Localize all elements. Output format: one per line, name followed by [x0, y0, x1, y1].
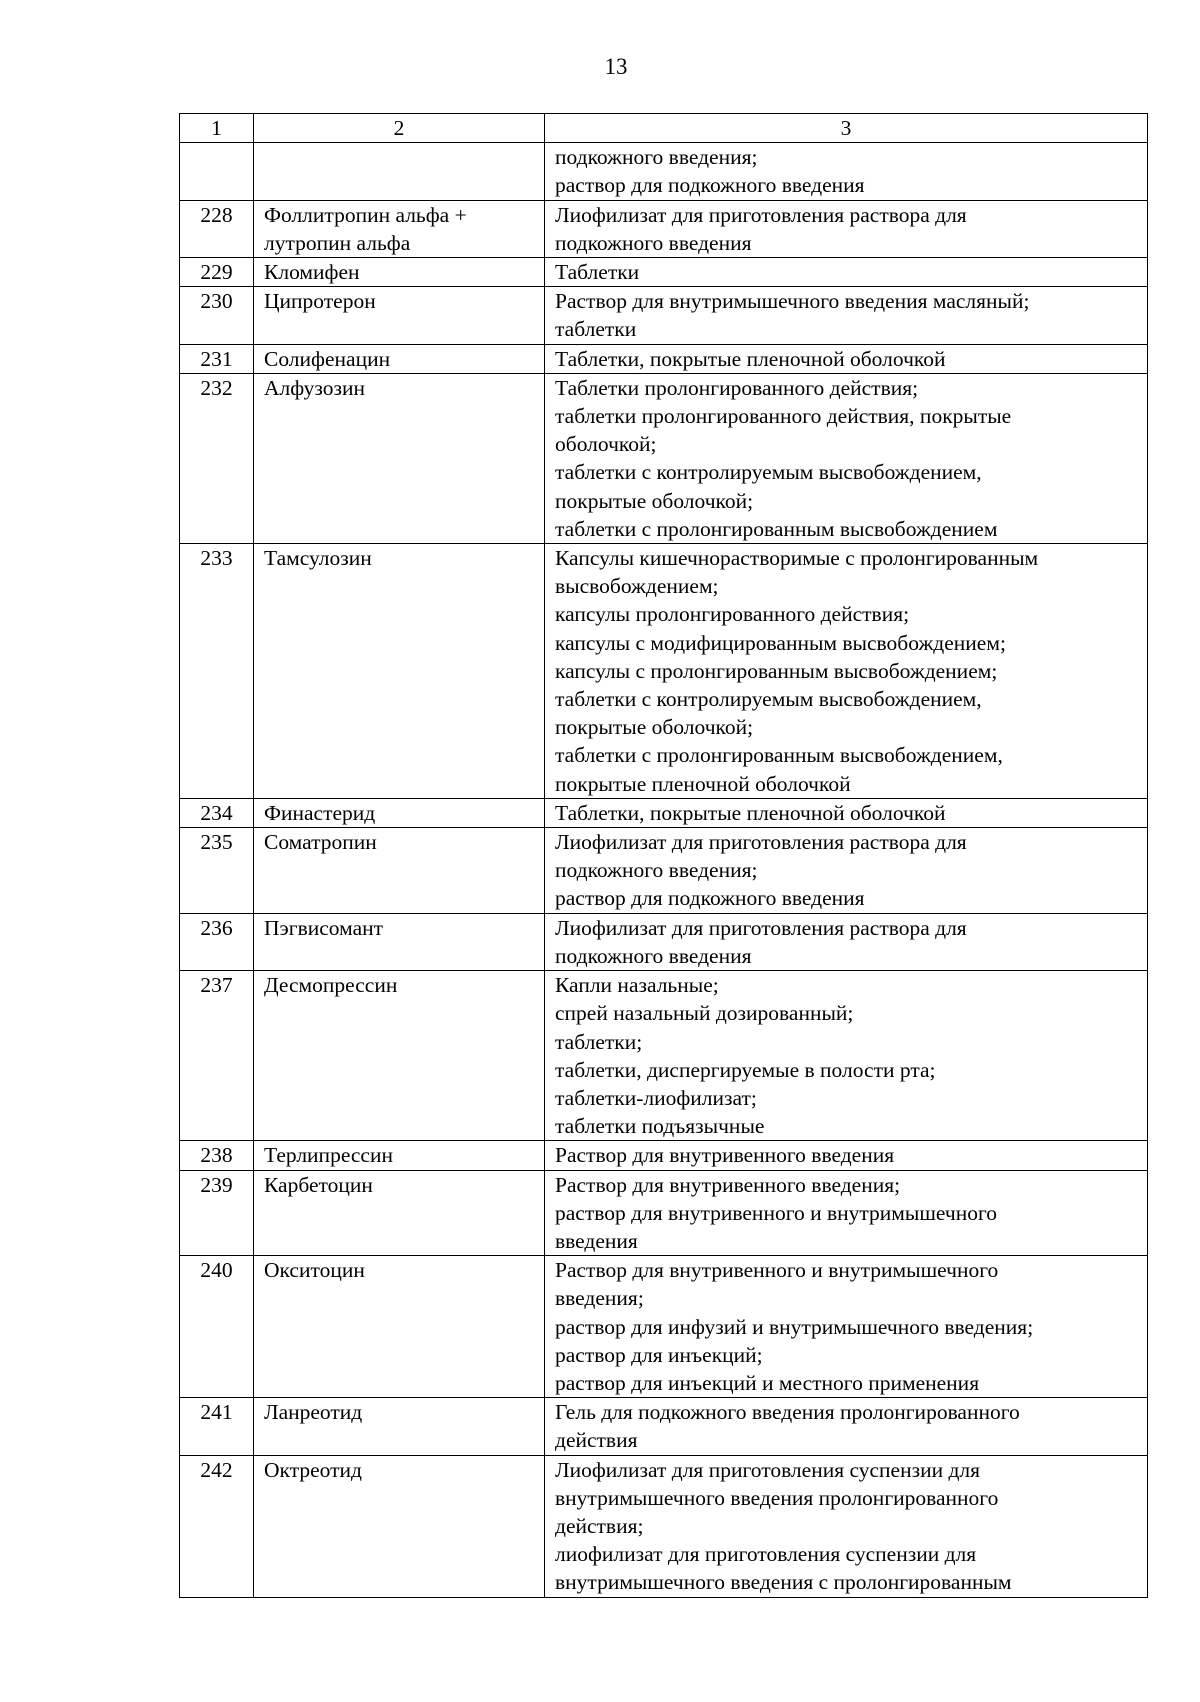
column-header-number: 1: [180, 114, 254, 143]
drug-name-cell: [254, 344, 545, 373]
drug-name-line: Ланреотид: [264, 1400, 363, 1425]
drug-name-cell: [254, 971, 545, 1141]
dosage-form-line: Таблетки пролонгированного действия;: [555, 375, 919, 400]
dosage-form-line: подкожного введения;: [555, 858, 758, 883]
dosage-forms-cell: [545, 798, 1148, 827]
dosage-form-line: раствор для инъекций;: [555, 1342, 763, 1367]
dosage-form-line: Раствор для внутривенного и внутримышечного: [555, 1258, 999, 1283]
row-number-cell: 242: [180, 1455, 254, 1597]
table-row: [180, 258, 1148, 287]
dosage-form-line: действия;: [555, 1513, 644, 1538]
row-number-cell: 229: [180, 258, 254, 287]
dosage-form-line: раствор для инъекций и местного применения: [555, 1370, 980, 1395]
row-number-cell: 240: [180, 1256, 254, 1398]
dosage-form-line: введения: [555, 1228, 638, 1253]
table-row: [180, 971, 1148, 1141]
drug-name-line: Кломифен: [264, 260, 360, 285]
row-number-cell: [180, 143, 254, 200]
dosage-forms-cell: [545, 828, 1148, 914]
table-row: [180, 1256, 1148, 1398]
dosage-form-line: Раствор для внутривенного введения;: [555, 1172, 901, 1197]
table-row: [180, 1398, 1148, 1455]
column-header-forms: 3: [545, 114, 1148, 143]
dosage-form-line: Раствор для внутримышечного введения масляный;: [555, 289, 1030, 314]
drug-name-cell: [254, 258, 545, 287]
dosage-form-line: подкожного введения: [555, 943, 752, 968]
dosage-forms-cell: [545, 971, 1148, 1141]
dosage-form-line: Лиофилизат для приготовления раствора для: [555, 830, 967, 855]
table-row: [180, 1141, 1148, 1170]
drug-name-line: Фоллитропин альфа +: [264, 202, 467, 227]
drug-name-cell: [254, 287, 545, 344]
row-number-cell: 230: [180, 287, 254, 344]
dosage-form-line: внутримышечного введения с пролонгированным: [555, 1570, 1012, 1595]
dosage-form-line: раствор для инфузий и внутримышечного введения;: [555, 1314, 1034, 1339]
drug-name-line: Окситоцин: [264, 1258, 365, 1283]
drug-name-cell: [254, 1141, 545, 1170]
medication-table: [179, 113, 1148, 1598]
dosage-forms-cell: [545, 344, 1148, 373]
dosage-forms-cell: [545, 287, 1148, 344]
row-number-cell: 236: [180, 913, 254, 970]
row-number-cell: 234: [180, 798, 254, 827]
drug-name-line: Октреотид: [264, 1457, 362, 1482]
dosage-form-line: покрытые оболочкой;: [555, 488, 754, 513]
table-row: [180, 143, 1148, 200]
dosage-forms-cell: [545, 544, 1148, 799]
dosage-form-line: таблетки пролонгированного действия, покрытые: [555, 404, 1012, 429]
dosage-form-line: внутримышечного введения пролонгированного: [555, 1485, 999, 1510]
dosage-form-line: раствор для подкожного введения: [555, 886, 865, 911]
drug-name-line: Финастерид: [264, 800, 376, 825]
dosage-form-line: оболочкой;: [555, 432, 657, 457]
row-number-cell: 231: [180, 344, 254, 373]
dosage-form-line: покрытые пленочной оболочкой: [555, 771, 851, 796]
column-header-name: 2: [254, 114, 545, 143]
dosage-forms-cell: [545, 1141, 1148, 1170]
drug-name-line: Карбетоцин: [264, 1172, 373, 1197]
dosage-forms-cell: [545, 1256, 1148, 1398]
drug-name-cell: [254, 544, 545, 799]
dosage-forms-cell: [545, 143, 1148, 200]
table-body: [180, 143, 1148, 1597]
drug-name-line: Тамсулозин: [264, 546, 372, 571]
dosage-form-line: Лиофилизат для приготовления раствора для: [555, 915, 967, 940]
table-row: [180, 287, 1148, 344]
dosage-form-line: Таблетки, покрытые пленочной оболочкой: [555, 800, 946, 825]
dosage-form-line: раствор для внутривенного и внутримышечного: [555, 1200, 998, 1225]
row-number-cell: 237: [180, 971, 254, 1141]
dosage-form-line: капсулы пролонгированного действия;: [555, 602, 910, 627]
dosage-form-line: подкожного введения: [555, 230, 752, 255]
dosage-form-line: введения;: [555, 1286, 644, 1311]
drug-name-line: лутропин альфа: [264, 230, 411, 255]
dosage-form-line: таблетки;: [555, 1029, 643, 1054]
row-number-cell: 239: [180, 1170, 254, 1256]
drug-name-cell: [254, 828, 545, 914]
dosage-forms-cell: [545, 373, 1148, 543]
drug-name-cell: [254, 913, 545, 970]
dosage-form-line: таблетки подъязычные: [555, 1114, 765, 1139]
drug-name-line: Ципротерон: [264, 289, 376, 314]
dosage-form-line: Раствор для внутривенного введения: [555, 1143, 895, 1168]
dosage-forms-cell: [545, 913, 1148, 970]
row-number-cell: 233: [180, 544, 254, 799]
drug-name-line: Десмопрессин: [264, 973, 398, 998]
dosage-form-line: лиофилизат для приготовления суспензии для: [555, 1542, 977, 1567]
dosage-form-line: таблетки с контролируемым высвобождением,: [555, 687, 982, 712]
dosage-form-line: подкожного введения;: [555, 145, 758, 170]
table-row: [180, 828, 1148, 914]
dosage-form-line: Капсулы кишечнорастворимые с пролонгированным: [555, 546, 1039, 571]
table-row: [180, 798, 1148, 827]
dosage-form-line: Лиофилизат для приготовления суспензии для: [555, 1457, 981, 1482]
dosage-forms-cell: [545, 1170, 1148, 1256]
drug-name-cell: [254, 143, 545, 200]
table-row: [180, 544, 1148, 799]
drug-name-line: Соматропин: [264, 830, 377, 855]
table-header-row: [180, 114, 1148, 143]
page-number: 13: [604, 54, 628, 79]
dosage-form-line: таблетки с контролируемым высвобождением,: [555, 460, 982, 485]
dosage-forms-cell: [545, 258, 1148, 287]
dosage-form-line: таблетки: [555, 317, 637, 342]
dosage-form-line: таблетки с пролонгированным высвобождением,: [555, 743, 1003, 768]
drug-name-cell: [254, 1455, 545, 1597]
row-number-cell: 235: [180, 828, 254, 914]
drug-name-line: Терлипрессин: [264, 1143, 393, 1168]
drug-name-line: Алфузозин: [264, 375, 366, 400]
row-number-cell: 241: [180, 1398, 254, 1455]
dosage-forms-cell: [545, 1398, 1148, 1455]
dosage-form-line: капсулы с пролонгированным высвобождением;: [555, 658, 998, 683]
row-number-cell: 228: [180, 200, 254, 257]
dosage-form-line: Таблетки: [555, 260, 640, 285]
dosage-form-line: таблетки-лиофилизат;: [555, 1085, 757, 1110]
table-row: [180, 200, 1148, 257]
dosage-form-line: Капли назальные;: [555, 973, 719, 998]
dosage-form-line: раствор для подкожного введения: [555, 173, 865, 198]
drug-name-cell: [254, 1256, 545, 1398]
dosage-form-line: таблетки с пролонгированным высвобождением: [555, 516, 998, 541]
dosage-form-line: спрей назальный дозированный;: [555, 1001, 854, 1026]
table-row: [180, 1455, 1148, 1597]
drug-name-cell: [254, 373, 545, 543]
drug-name-cell: [254, 1170, 545, 1256]
row-number-cell: 232: [180, 373, 254, 543]
dosage-form-line: покрытые оболочкой;: [555, 715, 754, 740]
table-row: [180, 1170, 1148, 1256]
dosage-form-line: Лиофилизат для приготовления раствора для: [555, 202, 967, 227]
table-row: [180, 373, 1148, 543]
dosage-form-line: Гель для подкожного введения пролонгированного: [555, 1400, 1020, 1425]
drug-name-cell: [254, 1398, 545, 1455]
drug-name-cell: [254, 200, 545, 257]
table-row: [180, 344, 1148, 373]
table-row: [180, 913, 1148, 970]
dosage-forms-cell: [545, 1455, 1148, 1597]
drug-name-cell: [254, 798, 545, 827]
drug-name-line: Пэгвисомант: [264, 915, 384, 940]
dosage-form-line: таблетки, диспергируемые в полости рта;: [555, 1057, 936, 1082]
dosage-form-line: действия: [555, 1428, 638, 1453]
row-number-cell: 238: [180, 1141, 254, 1170]
dosage-form-line: высвобождением;: [555, 574, 719, 599]
dosage-forms-cell: [545, 200, 1148, 257]
dosage-form-line: Таблетки, покрытые пленочной оболочкой: [555, 346, 946, 371]
dosage-form-line: капсулы с модифицированным высвобождением;: [555, 630, 1006, 655]
drug-name-line: Солифенацин: [264, 346, 391, 371]
